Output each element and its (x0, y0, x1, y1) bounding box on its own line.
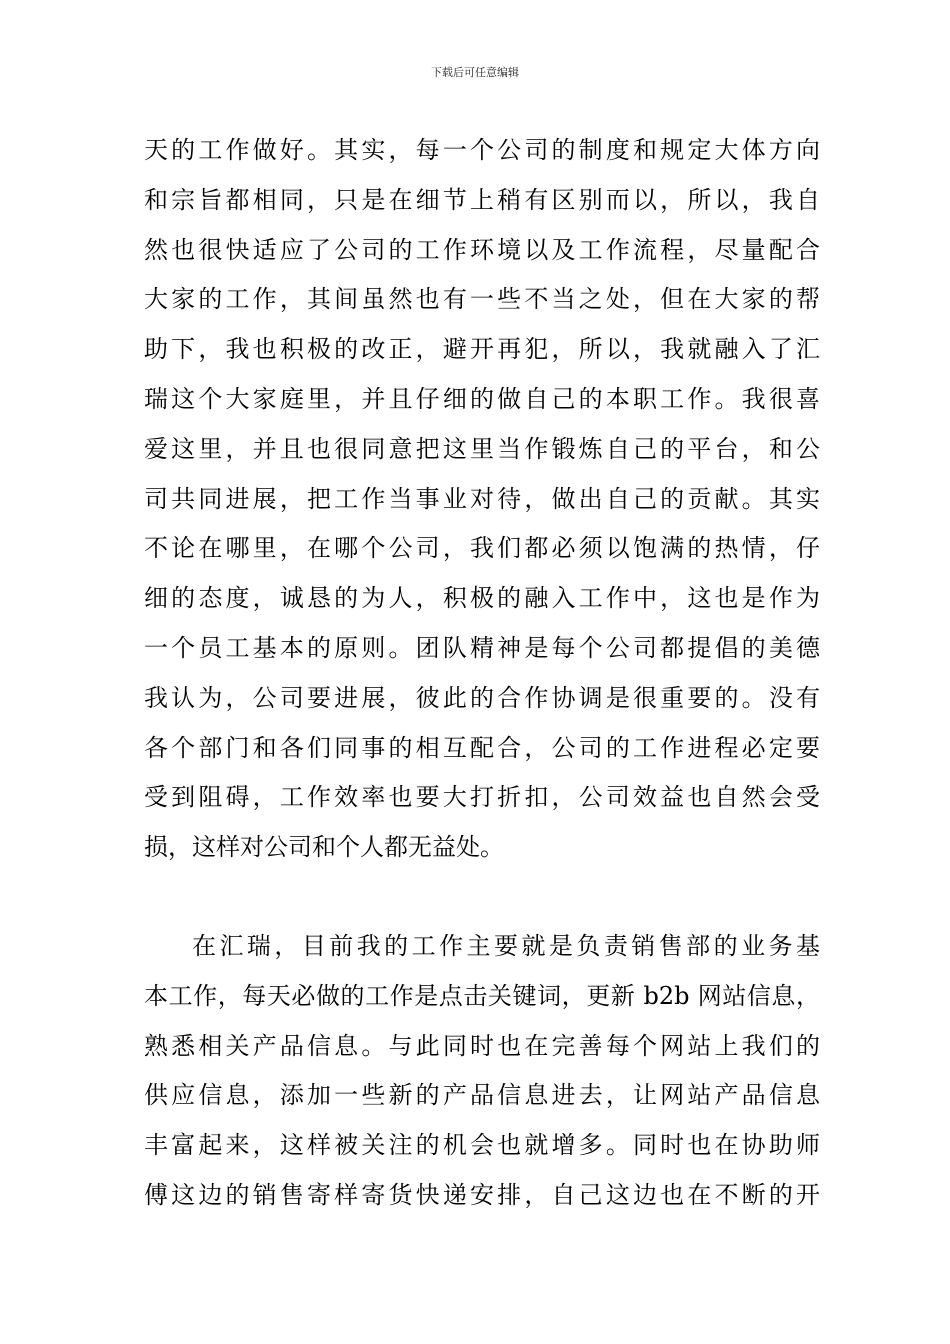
text-line: 本工作，每天必做的工作是点击关键词，更新 b2b 网站信息， (144, 981, 820, 1010)
paragraph-1 (144, 126, 820, 873)
text-line: 不论在哪里，在哪个公司，我们都必须以饱满的热情，仔 (144, 534, 820, 563)
text-line: 助下，我也积极的改正，避开再犯，所以，我就融入了汇 (144, 335, 820, 364)
page-header: 下载后可任意编辑 (431, 66, 519, 79)
text-line: 各个部门和各们同事的相互配合，公司的工作进程必定要 (144, 733, 820, 762)
text-line: 受到阻碍，工作效率也要大打折扣，公司效益也自然会受 (144, 783, 820, 812)
text-line: 损，这样对公司和个人都无益处。 (144, 833, 504, 862)
text-line: 细的态度，诚恳的为人，积极的融入工作中，这也是作为 (144, 584, 820, 613)
text-line: 我认为，公司要进展，彼此的合作协调是很重要的。没有 (144, 683, 820, 712)
text-line: 一个员工基本的原则。团队精神是每个公司都提倡的美德 (144, 633, 820, 662)
text-line: 爱这里，并且也很同意把这里当作锻炼自己的平台，和公 (144, 434, 820, 463)
text-line: 供应信息，添加一些新的产品信息进去，让网站产品信息 (144, 1081, 820, 1110)
text-line: 大家的工作，其间虽然也有一些不当之处，但在大家的帮 (144, 285, 820, 314)
text-line: 傅这边的销售寄样寄货快递安排，自己这边也在不断的开 (144, 1180, 820, 1209)
text-line: 然也很快适应了公司的工作环境以及工作流程，尽量配合 (144, 235, 820, 264)
text-line: 天的工作做好。其实，每一个公司的制度和规定大体方向 (144, 136, 820, 164)
text-line: 瑞这个大家庭里，并且仔细的做自己的本职工作。我很喜 (144, 384, 820, 413)
text-line: 在汇瑞，目前我的工作主要就是负责销售部的业务基 (192, 932, 820, 960)
text-line: 熟悉相关产品信息。与此同时也在完善每个网站上我们的 (144, 1031, 820, 1060)
paragraph-2 (144, 922, 820, 1221)
text-line: 司共同进展，把工作当事业对待，做出自己的贡献。其实 (144, 484, 820, 513)
text-line: 丰富起来，这样被关注的机会也就增多。同时也在协助师 (144, 1131, 820, 1160)
text-line: 和宗旨都相同，只是在细节上稍有区别而以，所以，我自 (144, 185, 820, 214)
